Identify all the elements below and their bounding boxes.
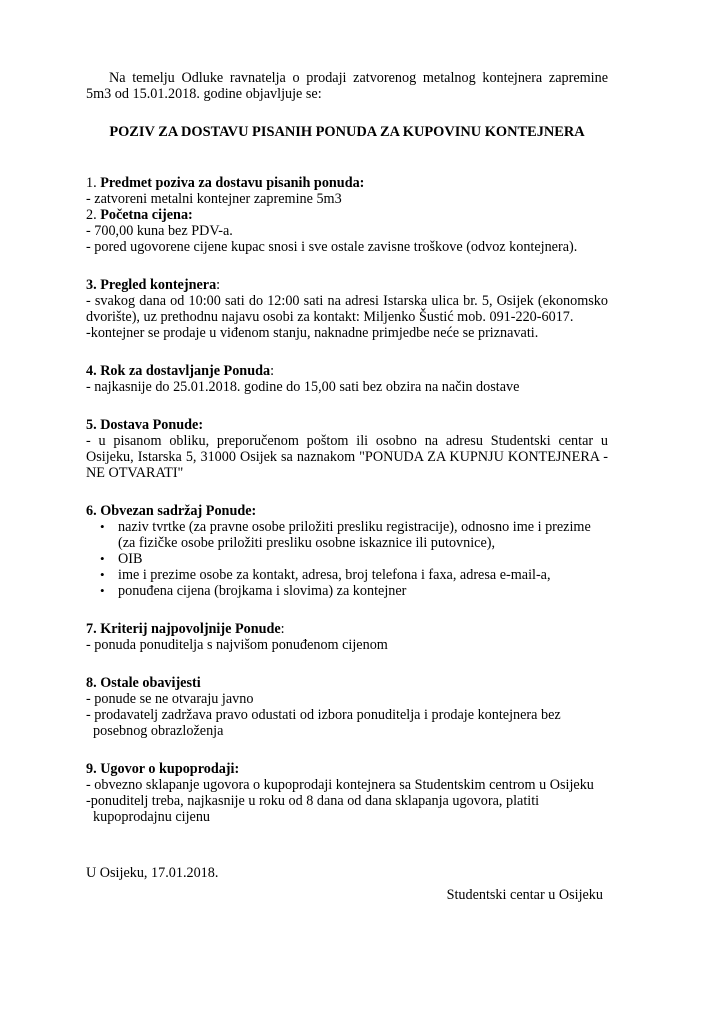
section-heading-text: 8. Ostale obavijesti	[86, 675, 201, 691]
section-heading-text: 6. Obvezan sadržaj Ponude:	[86, 503, 257, 519]
section-subject-heading	[86, 175, 608, 191]
list-item: • ponuđena cijena (brojkama i slovima) za kontejner	[86, 583, 608, 599]
section-line: -ponuditelj treba, najkasnije u roku od 8 dana od dana sklapanja ugovora, platiti kupoprodajnu cijenu	[86, 793, 540, 825]
section-criteria-heading	[86, 621, 608, 637]
section-inspection	[86, 277, 608, 341]
section-line: - ponuda ponuditelja s najvišom ponuđenom cijenom	[86, 637, 388, 653]
heading-colon: :	[270, 363, 275, 379]
section-line: - zatvoreni metalni kontejner zapremine 5m3	[86, 191, 342, 207]
list-item: • naziv tvrtke (za pravne osobe priložiti presliku registracije), odnosno ime i prezime (za fizičke osobe priložiti presliku osobne iskaznice ili putovnice),	[86, 519, 608, 551]
section-heading-text: Početna cijena:	[100, 207, 193, 223]
heading-colon: :	[216, 277, 221, 293]
signature: Studentski centar u Osijeku	[446, 887, 603, 903]
document-page	[86, 70, 608, 903]
section-delivery	[86, 417, 608, 481]
list-item: • ime i prezime osobe za kontakt, adresa, broj telefona i faxa, adresa e-mail-a,	[86, 567, 608, 583]
document-title: POZIV ZA DOSTAVU PISANIH PONUDA ZA KUPOVINU KONTEJNERA	[109, 124, 585, 140]
section-inspection-heading	[86, 277, 608, 293]
list-item: • OIB	[86, 551, 608, 567]
section-price	[86, 207, 608, 255]
section-line: -kontejner se prodaje u viđenom stanju, naknadne primjedbe neće se priznavati.	[86, 325, 539, 341]
section-deadline	[86, 363, 608, 395]
section-line: - obvezno sklapanje ugovora o kupoprodaji kontejnera sa Studentskim centrom u Osijeku	[86, 777, 594, 793]
section-heading-text: 4. Rok za dostavljanje Ponuda	[86, 363, 271, 379]
section-deadline-heading	[86, 363, 608, 379]
section-subject	[86, 175, 608, 207]
section-heading-text: 7. Kriterij najpovoljnije Ponude	[86, 621, 281, 637]
section-number: 2.	[86, 207, 101, 223]
section-line: - u pisanom obliku, preporučenom poštom ili osobno na adresu Studentski centar u Osijeku, Istarska 5, 31000 Osijek sa naznakom "PONUDA ZA KUPNJU KONTEJNERA - NE OTVARATI"	[86, 433, 608, 481]
place-date: U Osijeku, 17.01.2018.	[86, 865, 219, 881]
section-line: - 700,00 kuna bez PDV-a.	[86, 223, 233, 239]
section-content	[86, 503, 608, 599]
section-contract	[86, 761, 608, 825]
section-heading-text: 5. Dostava Ponude:	[86, 417, 204, 433]
section-line: - ponude se ne otvaraju javno	[86, 691, 254, 707]
section-criteria	[86, 621, 608, 653]
section-line: - svakog dana od 10:00 sati do 12:00 sati na adresi Istarska ulica br. 5, Osijek (ekonomsko dvorište), uz prethodnu najavu osobi za kontakt: Miljenko Šustić mob. 091-220-6017.	[86, 293, 608, 325]
section-heading-text: 3. Pregled kontejnera	[86, 277, 217, 293]
section-other-notices	[86, 675, 608, 739]
section-line: - prodavatelj zadržava pravo odustati od izbora ponuditelja i prodaje kontejnera bez posebnog obrazloženja	[86, 707, 561, 739]
required-content-list	[86, 519, 608, 599]
section-line: - pored ugovorene cijene kupac snosi i sve ostale zavisne troškove (odvoz kontejnera).	[86, 239, 578, 255]
section-price-heading	[86, 207, 608, 223]
heading-colon: :	[280, 621, 285, 637]
section-heading-text: Predmet poziva za dostavu pisanih ponuda:	[100, 175, 365, 191]
section-heading-text: 9. Ugovor o kupoprodaji:	[86, 761, 240, 777]
intro-paragraph: Na temelju Odluke ravnatelja o prodaji zatvorenog metalnog kontejnera zapremine 5m3 od 15.01.2018. godine objavljuje se:	[86, 70, 608, 102]
section-number: 1.	[86, 175, 101, 191]
section-line: - najkasnije do 25.01.2018. godine do 15,00 sati bez obzira na način dostave	[86, 379, 520, 395]
